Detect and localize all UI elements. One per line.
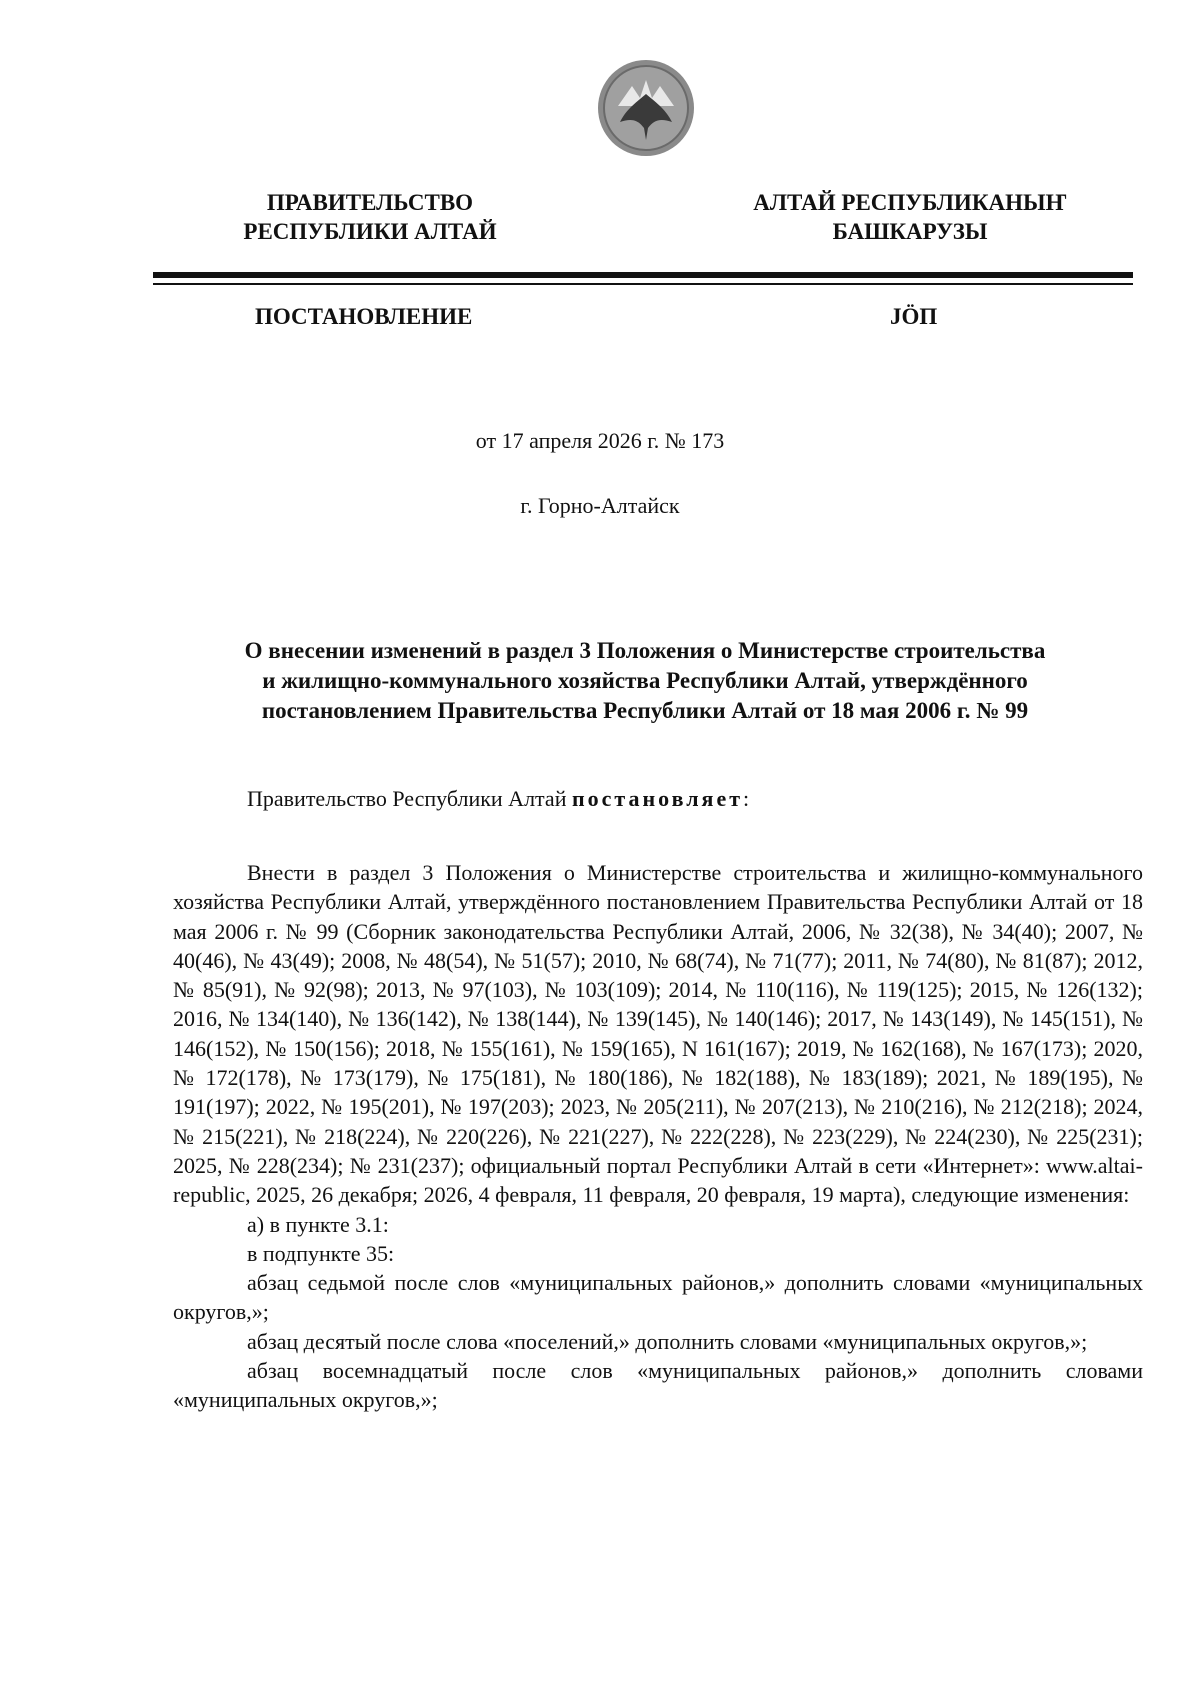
item-a: а) в пункте 3.1: [247,1211,389,1237]
intro-suffix: : [743,786,750,811]
header-divider-thin [153,283,1133,285]
document-city: г. Горно-Алтайск [520,493,680,518]
header-divider-thick [153,272,1133,278]
title-line1: О внесении изменений в раздел 3 Положения о Министерстве строительства [244,638,1046,663]
government-name-alt [740,188,1080,246]
intro-emphasis: постановляет [571,786,744,811]
document-title [160,636,1130,726]
doc-type-ru: ПОСТАНОВЛЕНИЕ [255,304,473,329]
document-date-number: от 17 апреля 2026 г. № 173 [475,428,725,453]
coat-of-arms-icon [596,58,696,158]
subitem-35: в подпункте 35: [247,1240,395,1266]
government-name-ru [230,188,510,246]
header-right-line2: БАШКАРУЗЫ [832,219,988,244]
header-left-line1: ПРАВИТЕЛЬСТВО [266,190,474,215]
doc-type-alt: JӦП [890,304,938,329]
paragraph-eighteenth: абзац восемнадцатый после слов «муниципальных районов,» дополнить словами «муниципальных округов,»; [173,1358,1143,1413]
resolution-intro [247,786,749,812]
intro-prefix: Правительство Республики Алтай [247,786,572,811]
paragraph-tenth: абзац десятый после слова «поселений,» дополнить словами «муниципальных округов,»; [247,1328,1088,1354]
title-line3: постановлением Правительства Республики Алтай от 18 мая 2006 г. № 99 [261,698,1029,723]
document-body [173,858,1143,1415]
header-right-line1: АЛТАЙ РЕСПУБЛИКАНЫҤ [753,190,1067,215]
main-paragraph: Внести в раздел 3 Положения о Министерстве строительства и жилищно-коммунального хозяйства Республики Алтай, утверждённого постановлением Правительства Республики Алтай от 18 мая 2006 г. № 99 (Сборник законодательства Республики Алтай, 2006, № 32(38), № 34(40); 2007, № 40(46), № 43(49); 2008, № 48(54), № 51(57); 2010, № 68(74), № 71(77); 2011, № 74(80), № 81(87); 2012, № 85(91), № 92(98); 2013, № 97(103), № 103(109); 2014, № 110(116), № 119(125); 2015, № 126(132); 2016, № 134(140), № 136(142), № 138(144), № 139(145), № 140(146); 2017, № 143(149), № 145(151), № 146(152), № 150(156); 2018, № 155(161), № 159(165), N 161(167); 2019, № 162(168), № 167(173); 2020, № 172(178), № 173(179), № 175(181), № 180(186), № 182(188), № 183(189); 2021, № 189(195), № 191(197); 2022, № 195(201), № 197(203); 2023, № 205(211), № 207(213), № 210(216), № 212(218); 2024, № 215(221), № 218(224), № 220(226), № 221(227), № 222(228), № 223(229), № 224(230), № 225(231); 2025, № 228(234); № 231(237); официальный портал Республики Алтай в сети «Интернет»: www.altai-republic, 2025, 26 декабря; 2026, 4 февраля, 11 февраля, 20 февраля, 19 марта), следующие изменения: [173,860,1143,1208]
paragraph-seventh: абзац седьмой после слов «муниципальных районов,» дополнить словами «муниципальных округов,»; [173,1270,1143,1325]
title-line2: и жилищно-коммунального хозяйства Республики Алтай, утверждённого [262,668,1028,693]
header-left-line2: РЕСПУБЛИКИ АЛТАЙ [243,219,497,244]
